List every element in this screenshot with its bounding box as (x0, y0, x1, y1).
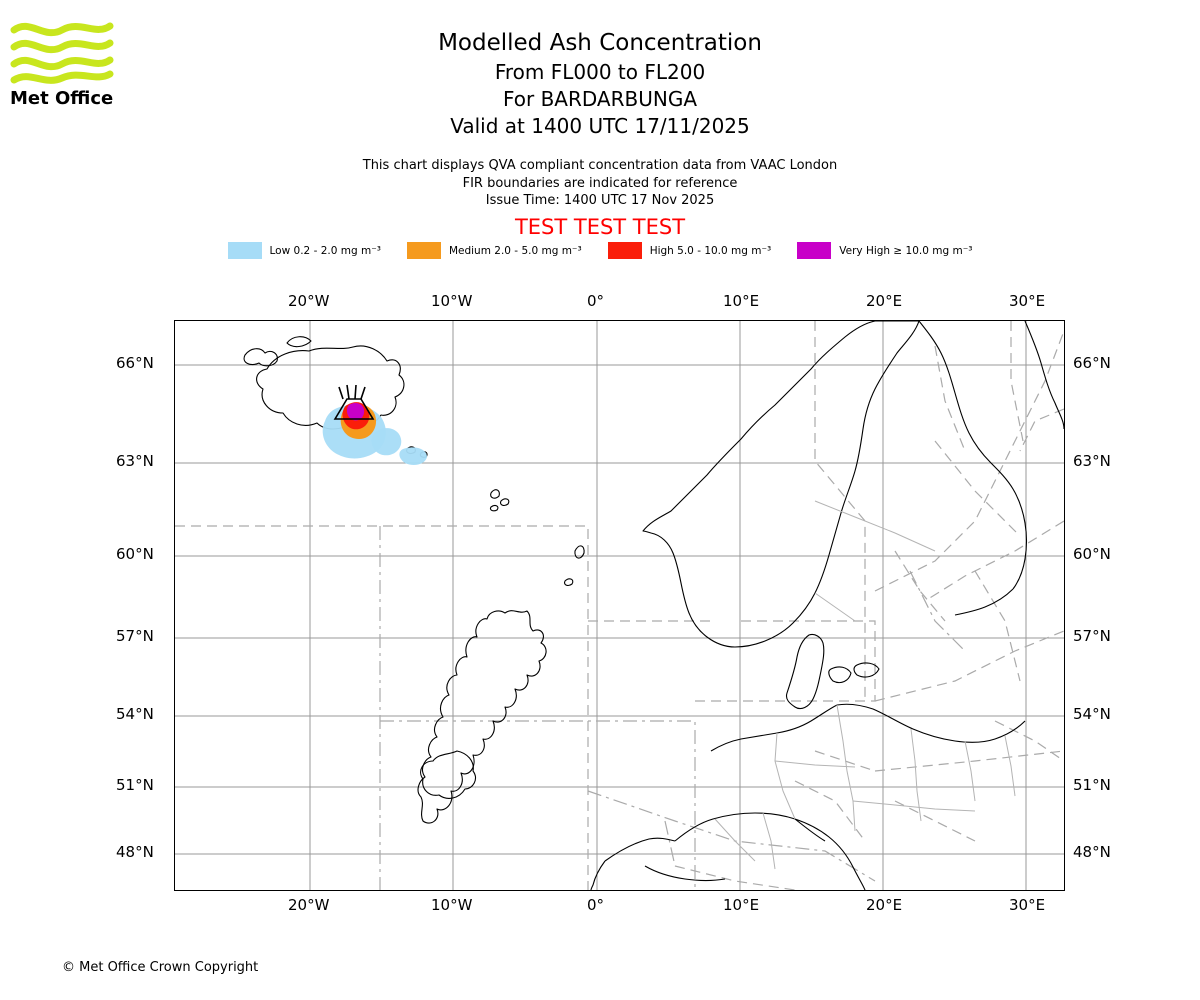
legend-item-low (228, 242, 381, 259)
x-axis-tick-bottom-2: 0° (587, 896, 605, 914)
x-axis-tick-bottom-5: 30°E (1009, 896, 1046, 914)
legend-label-very-high: Very High ≥ 10.0 mg m⁻³ (839, 244, 973, 257)
y-axis-tick-left-6: 48°N (116, 843, 154, 861)
legend-item-very-high (797, 242, 972, 259)
y-axis-tick-right-1: 63°N (1073, 452, 1111, 470)
y-axis-tick-left-4: 54°N (116, 705, 154, 723)
ash-plume (323, 402, 427, 465)
legend-item-high (608, 242, 772, 259)
title-line-1: Modelled Ash Concentration (438, 30, 762, 56)
y-axis-tick-right-3: 57°N (1073, 627, 1111, 645)
y-axis-tick-right-0: 66°N (1073, 354, 1111, 372)
y-axis-tick-left-1: 63°N (116, 452, 154, 470)
x-axis-tick-top-1: 10°W (431, 292, 473, 310)
test-banner: TEST TEST TEST (514, 215, 686, 239)
legend-swatch-high (608, 242, 642, 259)
subtitle-line-1: This chart displays QVA compliant concentration data from VAAC London (362, 158, 838, 173)
concentration-legend (0, 242, 1200, 259)
page-title (0, 28, 1200, 140)
fir-boundaries (175, 321, 1064, 890)
legend-label-medium: Medium 2.0 - 5.0 mg m⁻³ (448, 244, 582, 257)
x-axis-tick-top-2: 0° (587, 292, 605, 310)
legend-swatch-very-high (797, 242, 831, 259)
x-axis-tick-bottom-3: 10°E (723, 896, 760, 914)
x-axis-tick-bottom-4: 20°E (866, 896, 903, 914)
graticule-lines (175, 321, 1064, 890)
y-axis-tick-right-5: 51°N (1073, 776, 1111, 794)
x-axis-tick-top-0: 20°W (288, 292, 330, 310)
chart-subtitle (0, 157, 1200, 210)
y-axis-tick-left-0: 66°N (116, 354, 154, 372)
y-axis-tick-right-6: 48°N (1073, 843, 1111, 861)
legend-swatch-medium (407, 242, 441, 259)
y-axis-tick-right-2: 60°N (1073, 545, 1111, 563)
x-axis-tick-top-3: 10°E (723, 292, 760, 310)
legend-item-medium (407, 242, 582, 259)
x-axis-tick-top-4: 20°E (866, 292, 903, 310)
title-line-2: From FL000 to FL200 (494, 60, 706, 84)
y-axis-tick-left-3: 57°N (116, 627, 154, 645)
legend-label-high: High 5.0 - 10.0 mg m⁻³ (649, 244, 772, 257)
subtitle-line-3: Issue Time: 1400 UTC 17 Nov 2025 (485, 193, 715, 208)
legend-swatch-low (228, 242, 262, 259)
met-office-brand-text: Met Office (10, 88, 114, 109)
title-line-4: Valid at 1400 UTC 17/11/2025 (450, 114, 750, 138)
x-axis-tick-bottom-0: 20°W (288, 896, 330, 914)
x-axis-tick-bottom-1: 10°W (431, 896, 473, 914)
y-axis-tick-left-5: 51°N (116, 776, 154, 794)
legend-label-low: Low 0.2 - 2.0 mg m⁻³ (269, 244, 381, 257)
y-axis-tick-right-4: 54°N (1073, 705, 1111, 723)
title-line-3: For BARDARBUNGA (502, 87, 698, 111)
y-axis-tick-left-2: 60°N (116, 545, 154, 563)
x-axis-tick-top-5: 30°E (1009, 292, 1046, 310)
map-vector-layer (175, 321, 1064, 890)
copyright-text: © Met Office Crown Copyright (62, 960, 259, 975)
subtitle-line-2: FIR boundaries are indicated for reference (462, 175, 738, 191)
map-canvas[interactable] (174, 320, 1065, 891)
